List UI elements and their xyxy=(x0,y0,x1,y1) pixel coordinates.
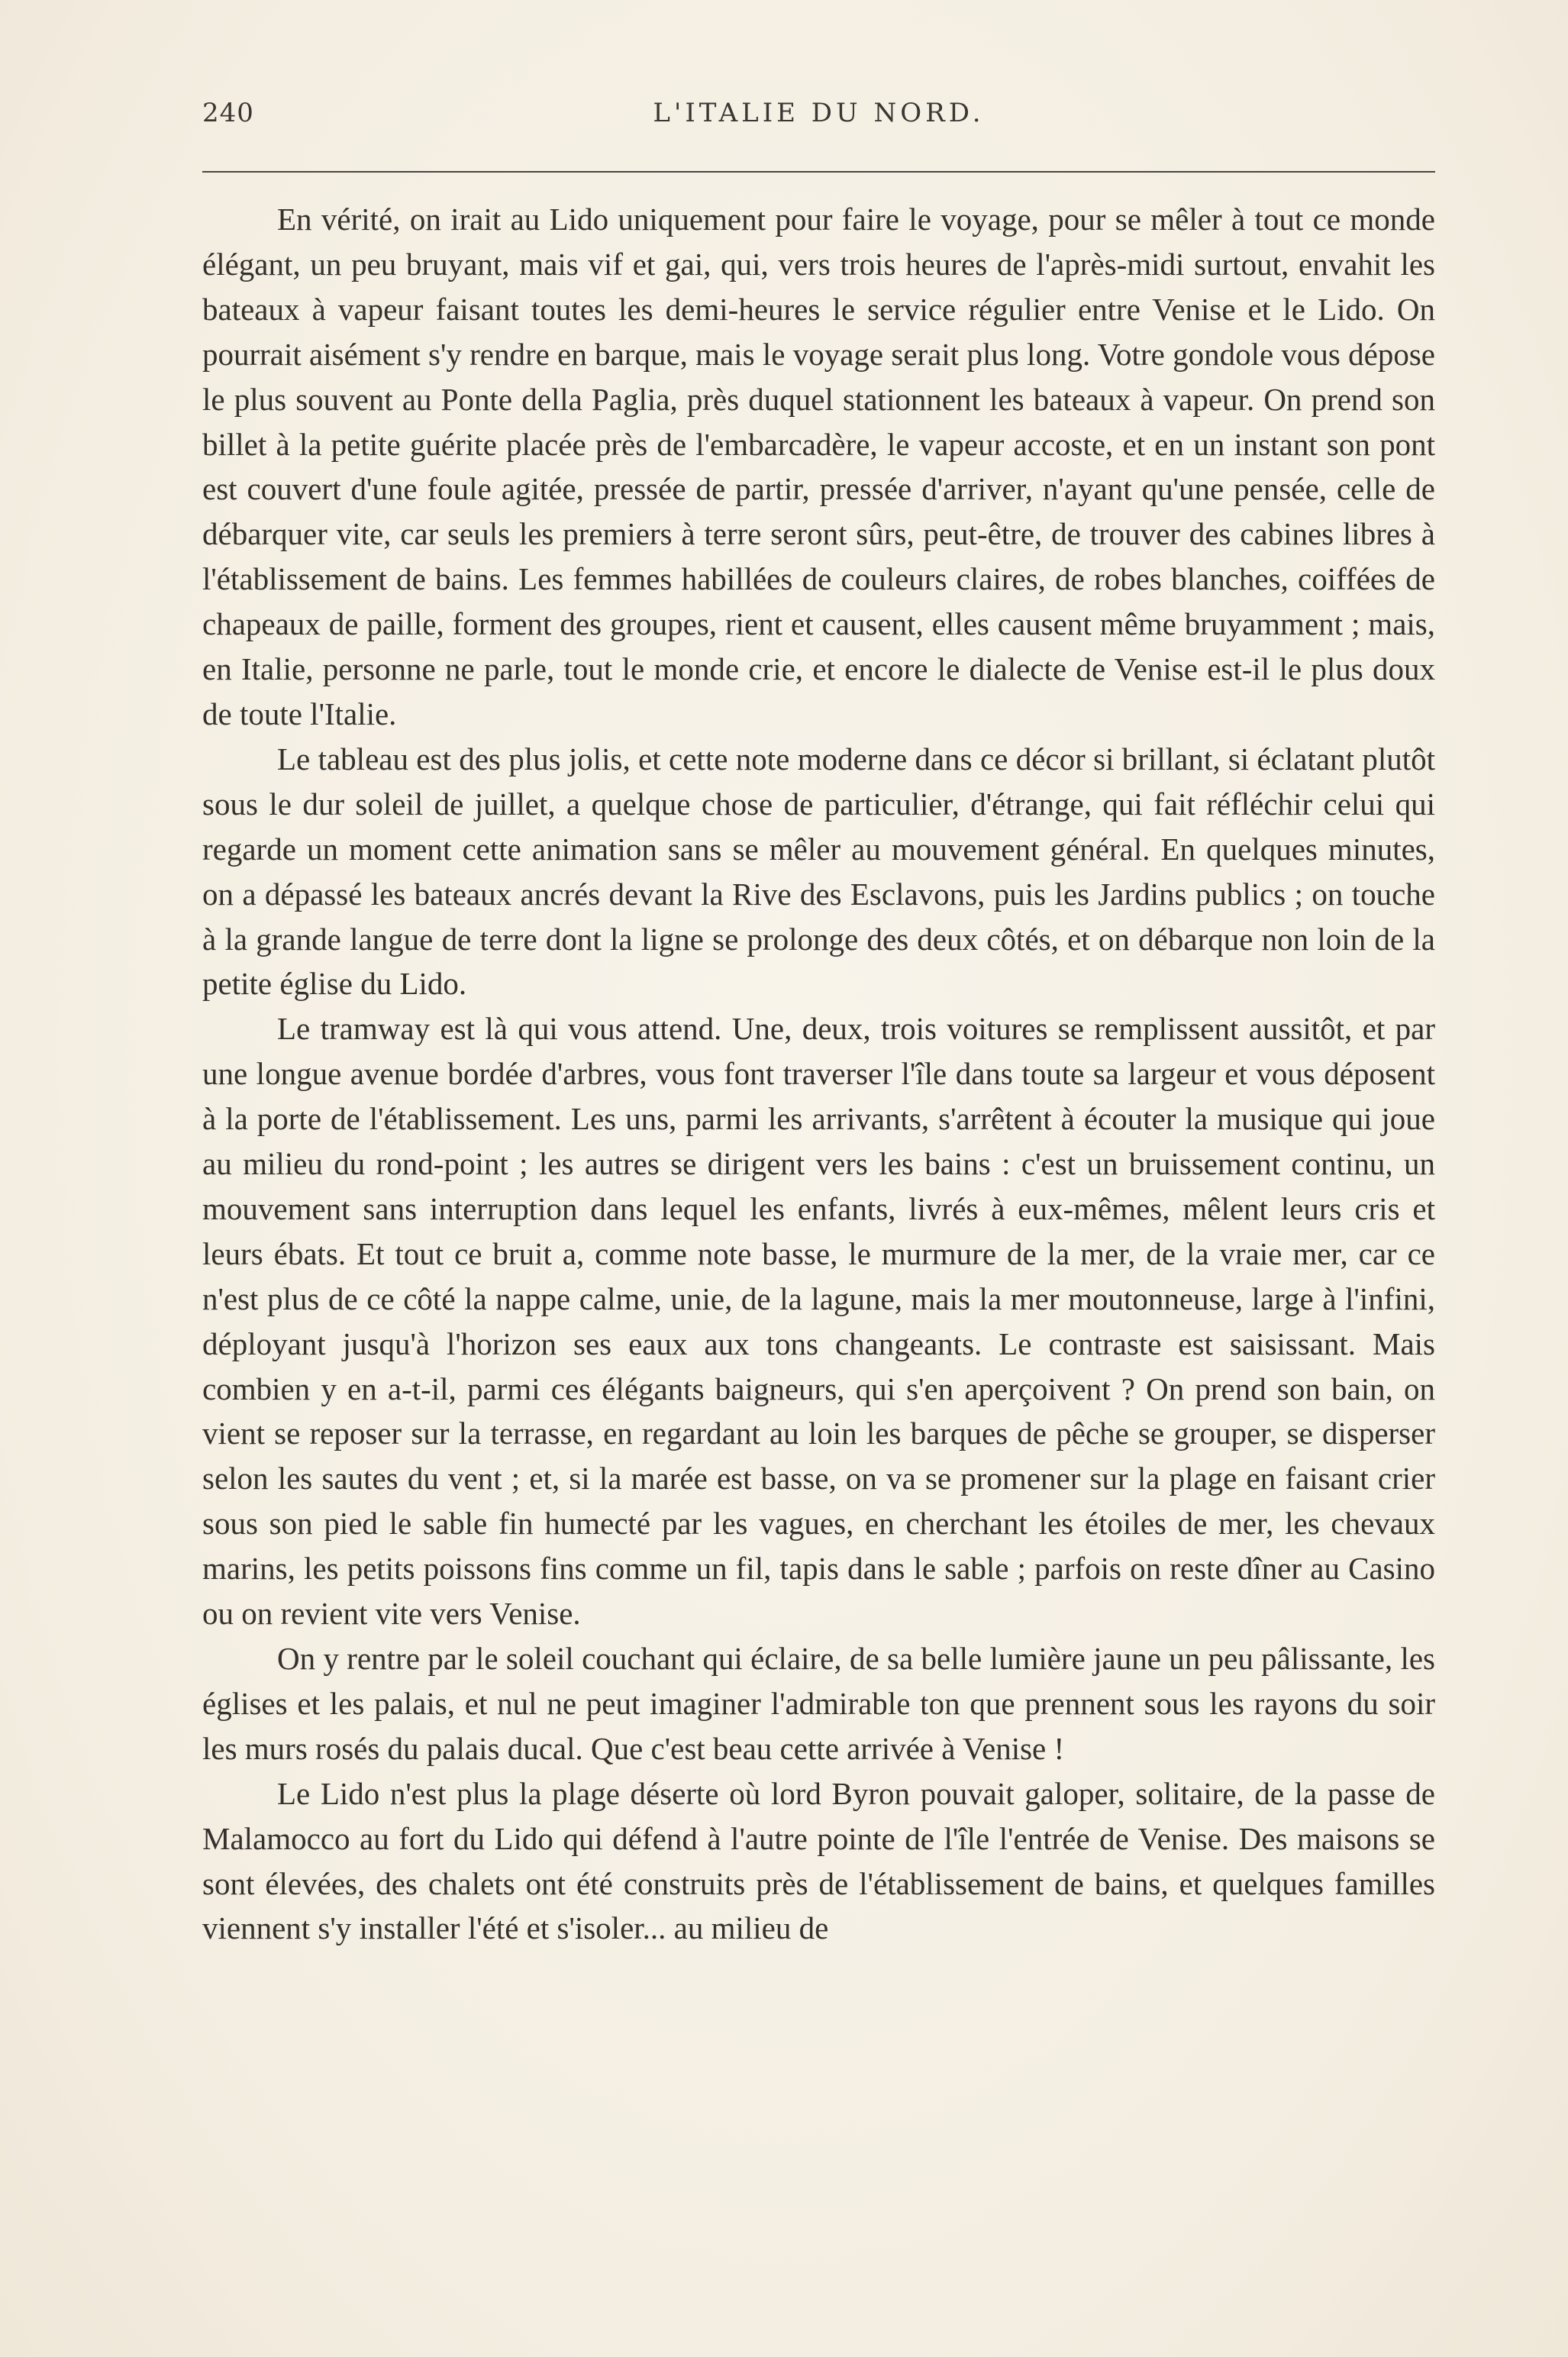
header-rule xyxy=(202,171,1435,173)
paragraph: Le tramway est là qui vous attend. Une, deux, trois voitures se remplissent aussitôt, et par une longue avenue bordée d'arbres, vous font traverser l'île dans toute sa largeur et vous déposent à la porte de l'établissement. Les uns, parmi les arrivants, s'arrêtent à écouter la musique qui joue au milieu du rond-point ; les autres se dirigent vers les bains : c'est un bruissement continu, un mouvement sans interruption dans lequel les enfants, livrés à eux-mêmes, mêlent leurs cris et leurs ébats. Et tout ce bruit a, comme note basse, le murmure de la mer, de la vraie mer, car ce n'est plus de ce côté la nappe calme, unie, de la lagune, mais la mer moutonneuse, large à l'infini, déployant jusqu'à l'horizon ses eaux aux tons changeants. Le contraste est saisissant. Mais combien y en a-t-il, parmi ces élégants baigneurs, qui s'en aperçoivent ? On prend son bain, on vient se reposer sur la terrasse, en regardant au loin les barques de pêche se grouper, se disperser selon les sautes du vent ; et, si la marée est basse, on va se promener sur la plage en faisant crier sous son pied le sable fin humecté par les vagues, en cherchant les étoiles de mer, les chevaux marins, les petits poissons fins comme un fil, tapis dans le sable ; parfois on reste dîner au Casino ou on revient vite vers Venise. xyxy=(202,1011,1435,1632)
paragraph: On y rentre par le soleil couchant qui éclaire, de sa belle lumière jaune un peu pâlissante, les églises et les palais, et nul ne peut imaginer l'admirable ton que prennent sous les rayons du soir les murs rosés du palais ducal. Que c'est beau cette arrivée à Venise ! xyxy=(202,1641,1435,1766)
running-title: L'ITALIE DU NORD. xyxy=(653,98,985,128)
paragraph: Le tableau est des plus jolis, et cette note moderne dans ce décor si brillant, si éclatant plutôt sous le dur soleil de juillet, a quelque chose de particulier, d'étrange, qui fait réfléchir celui qui regarde un moment cette animation sans se mêler au mouvement général. En quelques minutes, on a dépassé les bateaux ancrés devant la Rive des Esclavons, puis les Jardins publics ; on touche à la grande langue de terre dont la ligne se prolonge des deux côtés, et on débarque non loin de la petite église du Lido. xyxy=(202,741,1435,1002)
page-number: 240 xyxy=(202,98,254,128)
page-header xyxy=(202,98,1435,144)
paragraph: En vérité, on irait au Lido uniquement pour faire le voyage, pour se mêler à tout ce monde élégant, un peu bruyant, mais vif et gai, qui, vers trois heures de l'après-midi surtout, envahit les bateaux à vapeur faisant toutes les demi-heures le service régulier entre Venise et le Lido. On pourrait aisément s'y rendre en barque, mais le voyage serait plus long. Votre gondole vous dépose le plus souvent au Ponte della Paglia, près duquel stationnent les bateaux à vapeur. On prend son billet à la petite guérite placée près de l'embarcadère, le vapeur accoste, et en un instant son pont est couvert d'une foule agitée, pressée de partir, pressée d'arriver, n'ayant qu'une pensée, celle de débarquer vite, car seuls les premiers à terre seront sûrs, peut-être, de trouver des cabines libres à l'établissement de bains. Les femmes habillées de couleurs claires, de robes blanches, coiffées de chapeaux de paille, forment des groupes, rient et causent, elles causent même bruyamment ; mais, en Italie, personne ne parle, tout le monde crie, et encore le dialecte de Venise est-il le plus doux de toute l'Italie. xyxy=(202,202,1435,731)
body-text xyxy=(202,197,1435,1951)
paragraph: Le Lido n'est plus la plage déserte où lord Byron pouvait galoper, solitaire, de la passe de Malamocco au fort du Lido qui défend à l'autre pointe de l'île l'entrée de Venise. Des maisons se sont élevées, des chalets ont été construits près de l'établissement de bains, et quelques familles viennent s'y installer l'été et s'isoler... au milieu de xyxy=(202,1775,1435,1946)
